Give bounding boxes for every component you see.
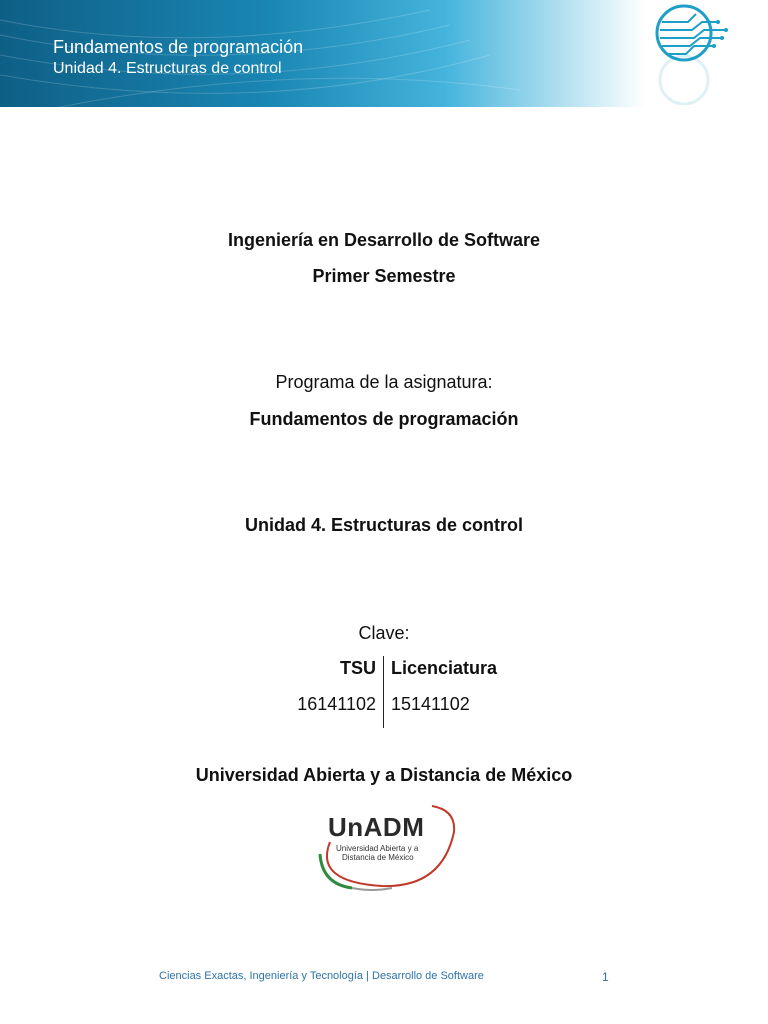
unadm-line2: Distancia de México (342, 853, 414, 862)
circuit-globe-logo-icon (648, 0, 738, 105)
university-name: Universidad Abierta y a Distancia de México (195, 765, 573, 785)
clave-tsu-header: TSU (340, 658, 376, 678)
clave-divider (383, 656, 384, 728)
clave-label: Clave: (358, 623, 410, 643)
unit-title: Unidad 4. Estructuras de control (244, 515, 524, 535)
footer-text: Ciencias Exactas, Ingeniería y Tecnología | Desarrollo de Software (159, 970, 484, 982)
unadm-logo (312, 802, 458, 892)
header-banner (0, 0, 768, 107)
clave-licenciatura-header: Licenciatura (391, 658, 498, 678)
unadm-wordmark: UnADM (328, 812, 425, 842)
clave-tsu-value: 16141102 (297, 694, 376, 714)
clave-licenciatura-value: 15141102 (391, 694, 470, 714)
unadm-line1: Universidad Abierta y a (336, 844, 419, 853)
header-subtitle: Unidad 4. Estructuras de control (53, 60, 282, 77)
clave-table (0, 656, 768, 728)
subject-title: Fundamentos de programación (249, 409, 519, 429)
page-number: 1 (602, 970, 609, 984)
career-title: Ingeniería en Desarrollo de Software (227, 230, 541, 250)
semester: Primer Semestre (312, 266, 456, 286)
program-label: Programa de la asignatura: (275, 372, 493, 392)
header-title: Fundamentos de programación (53, 37, 304, 57)
